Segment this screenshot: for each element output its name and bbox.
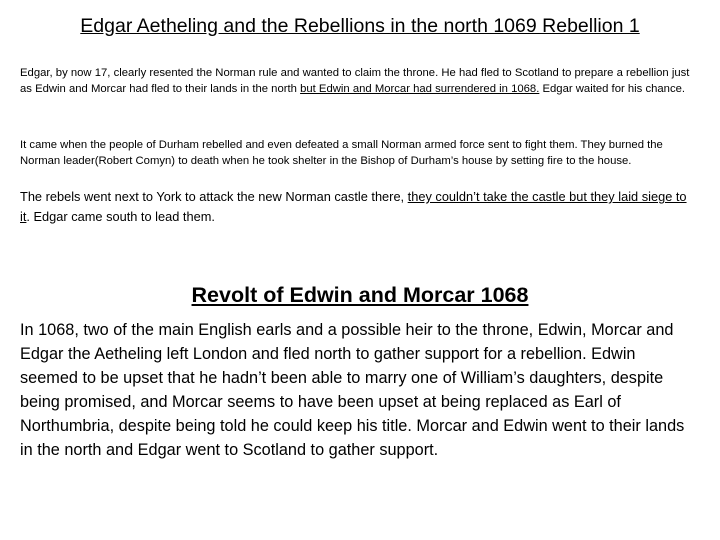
slide-title: Edgar Aetheling and the Rebellions in the north 1069 Rebellion 1	[80, 15, 640, 37]
paragraph-edgar-text-a: Edgar, by now 17, clearly resented the Norman rule and wanted to claim the throne. He had fled to Scotland to prepare a rebellion just as Edwin and Morcar had fled to their lands in the north	[20, 67, 690, 95]
paragraph-york-text-a: The rebels went next to York to attack the new Norman castle there,	[20, 189, 408, 204]
paragraph-durham-rebelled: It came when the people of Durham rebelled and even defeated a small Norman armed force sent to fight them. They burned the Norman leader(Robert Comyn) to death when he took shelter in the Bishop of Durham’s house by setting fire to the house.	[20, 139, 663, 167]
paragraph-edgar-underlined: but Edwin and Morcar had surrendered in 1068.	[300, 82, 540, 95]
section-heading-revolt: Revolt of Edwin and Morcar 1068	[191, 283, 529, 307]
paragraph-edgar-resented	[20, 66, 692, 97]
paragraph-york-text-b: . Edgar came south to lead them.	[26, 209, 215, 224]
paragraph-edgar-text-b: Edgar waited for his chance.	[539, 82, 686, 95]
paragraph-revolt-1068: In 1068, two of the main English earls and a possible heir to the throne, Edwin, Morcar and Edgar the Aetheling left London and fled north to gather support for a rebellion. Edwin seemed to be upset that he hadn’t been able to marry one of William’s daughters, despite being promised, and Morcar seems to have been upset at being replaced as Earl of Northumbria, despite being told he could keep his title. Morcar and Edwin went to their lands in the north and Edgar went to Scotland to gather support.	[20, 321, 685, 459]
paragraph-york-underlined: they couldn’t take the castle but they laid siege to it	[20, 189, 687, 224]
paragraph-york-siege	[20, 187, 692, 227]
